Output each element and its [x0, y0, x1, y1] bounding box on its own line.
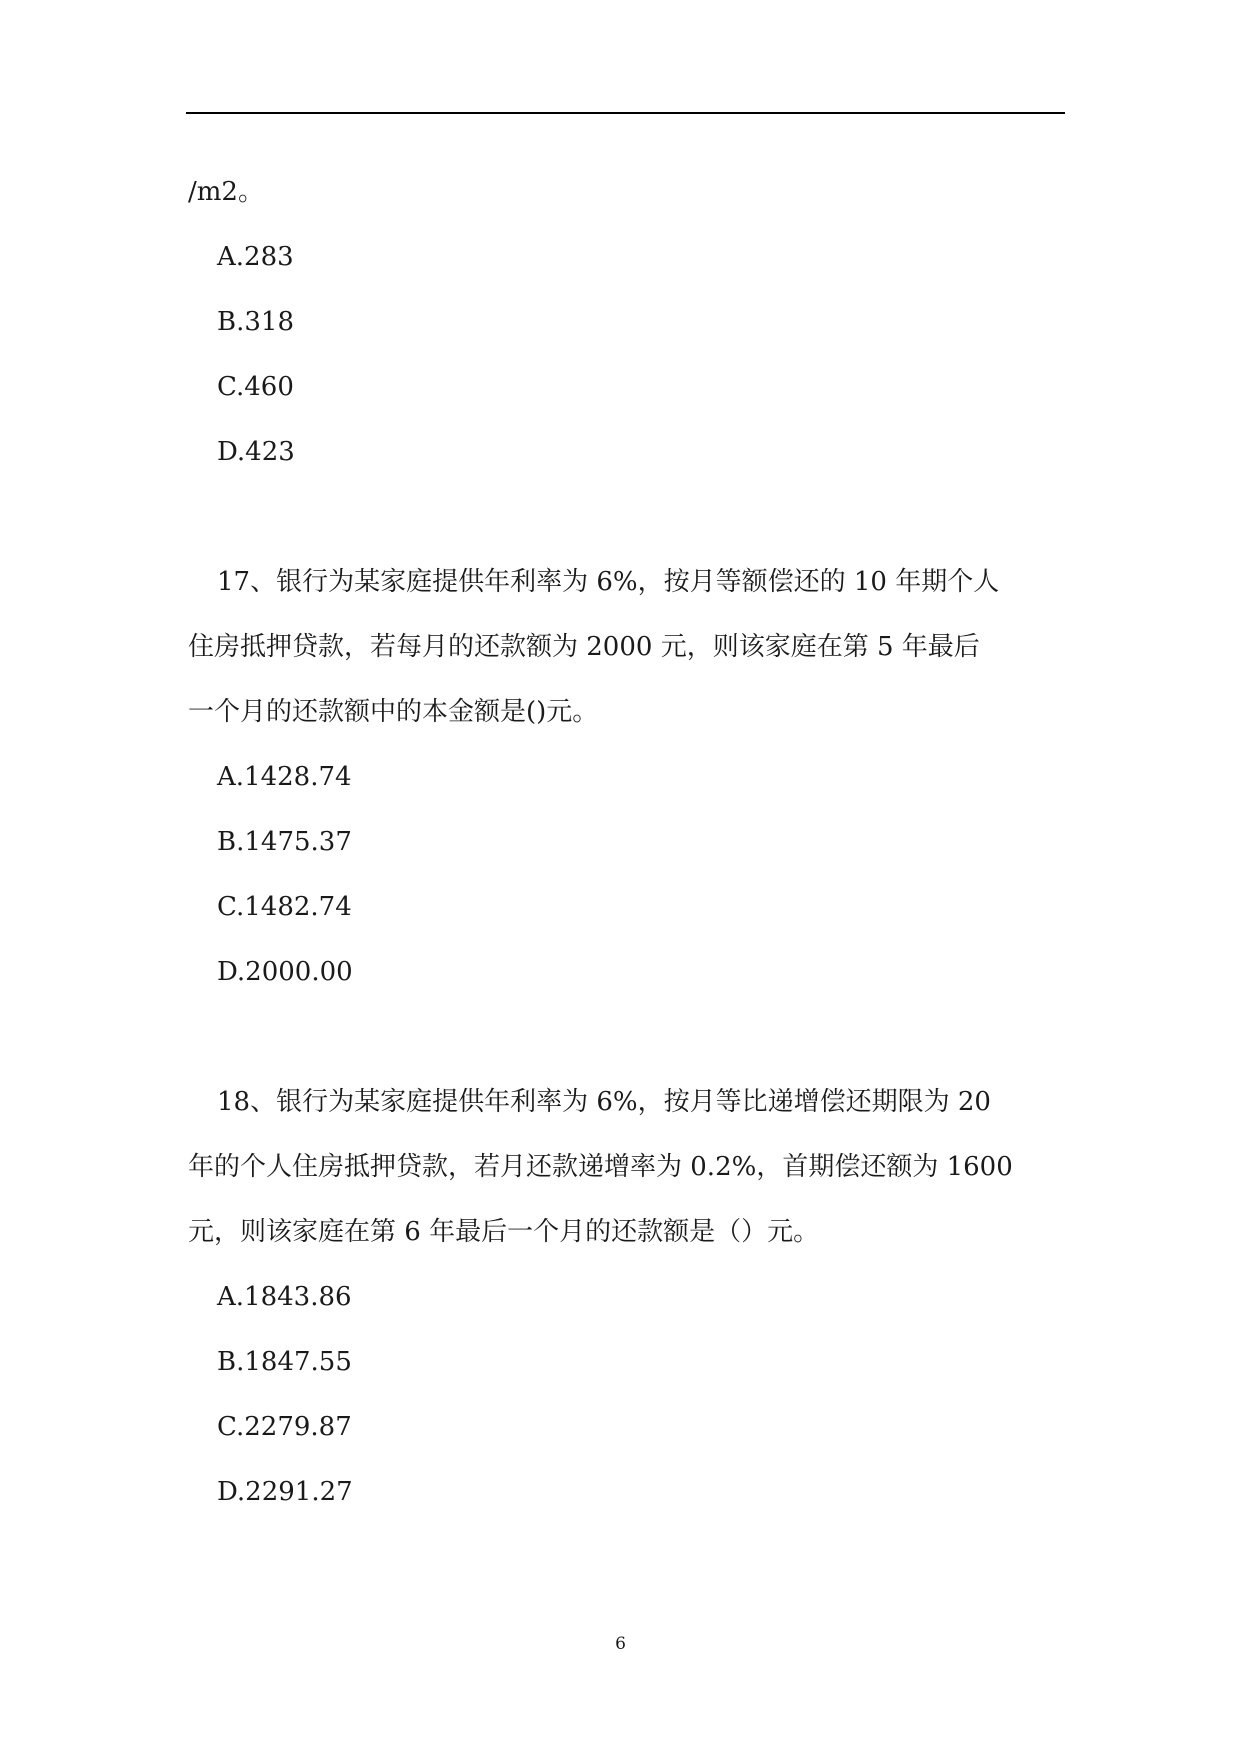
option-b: B.1475.37: [217, 827, 352, 857]
question-text: 一个月的还款额中的本金额是()元。: [188, 697, 599, 727]
option-c: C.2279.87: [217, 1412, 352, 1442]
option-b: B.318: [217, 307, 294, 337]
question-17: [188, 550, 1058, 1005]
option-b: B.1847.55: [217, 1347, 352, 1377]
option-d: D.2291.27: [217, 1477, 353, 1507]
question-text: 住房抵押贷款，若每月的还款额为 2000 元，则该家庭在第 5 年最后: [188, 632, 980, 662]
option-d: D.423: [217, 437, 295, 467]
header-rule: [186, 112, 1065, 114]
question-text: 元，则该家庭在第 6 年最后一个月的还款额是（）元。: [188, 1217, 820, 1247]
option-d: D.2000.00: [217, 957, 353, 987]
option-a: A.283: [217, 242, 294, 272]
question-text: 年的个人住房抵押贷款，若月还款递增率为 0.2%，首期偿还额为 1600: [188, 1152, 1013, 1182]
page-number: 6: [615, 1634, 626, 1654]
question-18: [188, 1070, 1058, 1525]
question-text: 17、银行为某家庭提供年利率为 6%，按月等额偿还的 10 年期个人: [217, 567, 1000, 597]
spacer: [188, 485, 1058, 550]
page-content: [188, 160, 1058, 1525]
option-c: C.1482.74: [217, 892, 352, 922]
question-text: 18、银行为某家庭提供年利率为 6%，按月等比递增偿还期限为 20: [217, 1087, 991, 1117]
continuation-text: /m2。: [188, 177, 264, 207]
option-a: A.1428.74: [217, 762, 352, 792]
spacer: [188, 1005, 1058, 1070]
option-c: C.460: [217, 372, 294, 402]
option-a: A.1843.86: [217, 1282, 352, 1312]
